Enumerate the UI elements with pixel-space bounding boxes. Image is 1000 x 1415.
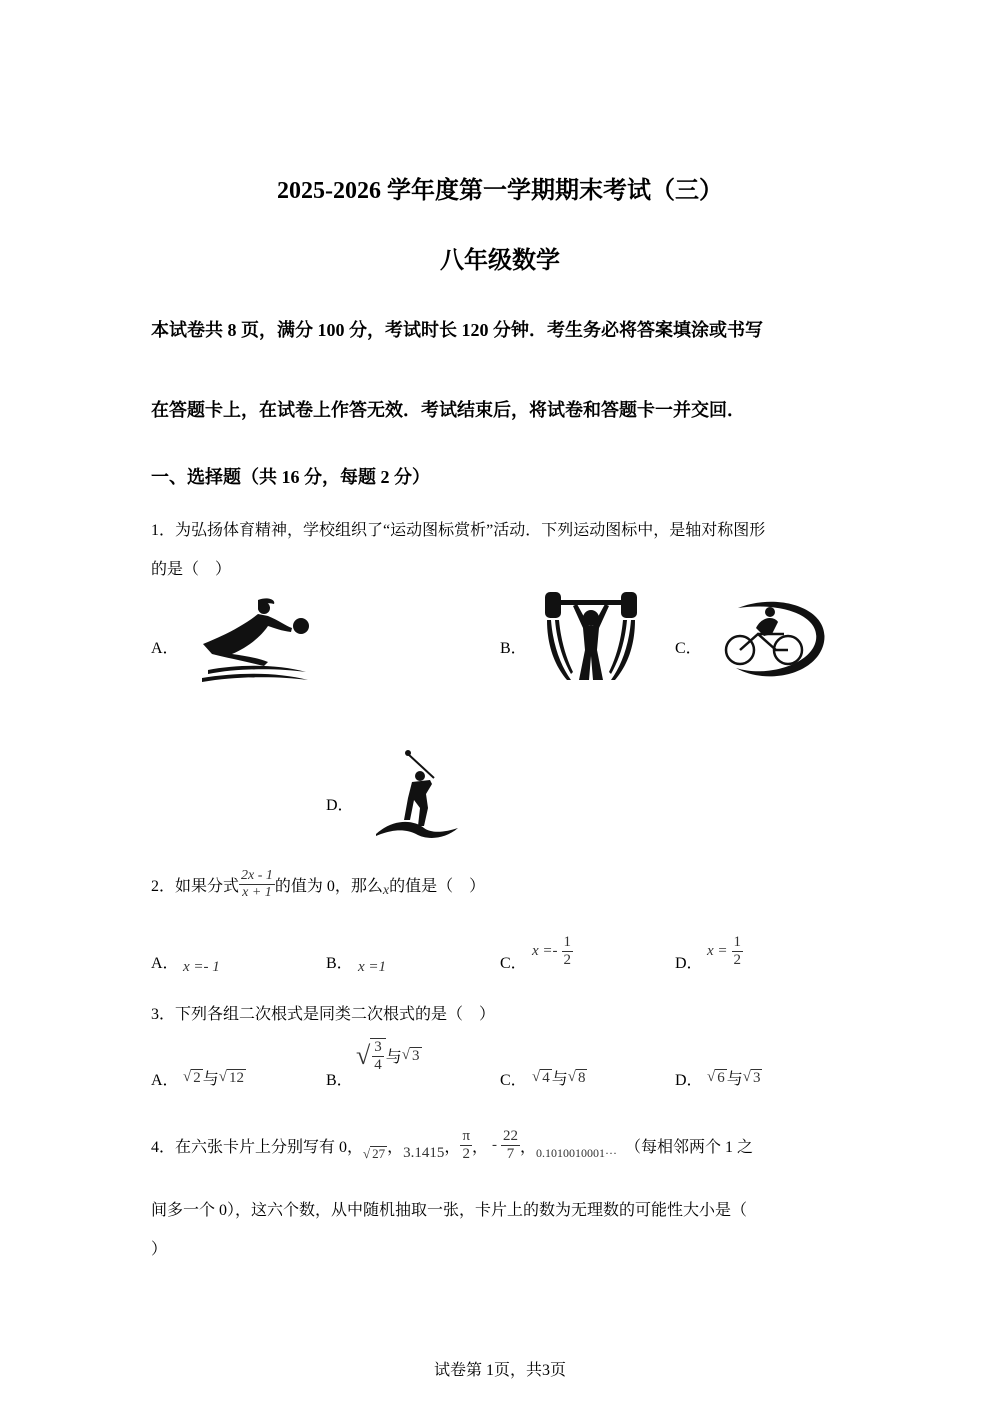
q4-number-5: 0.1010010001···	[536, 1146, 618, 1161]
q2-option-c-den: 2	[563, 952, 572, 969]
golf-icon	[374, 748, 460, 840]
q2-option-d-value	[707, 934, 743, 970]
question-4-text-end: ）	[151, 1241, 168, 1258]
q3-c-yu: 与	[551, 1071, 568, 1088]
question-1-text: 1．为弘扬体育精神，学校组织了“运动图标赏析”活动．下列运动图标中，是轴对称图形	[151, 522, 766, 539]
weightlifting-icon	[543, 590, 639, 682]
q4-pi-num: π	[460, 1128, 472, 1146]
q3-d-radicand-1: 6	[717, 1069, 725, 1086]
section-heading: 一、选择题（共 16 分，每题 2 分）	[151, 467, 430, 487]
q2-option-b-label: B．	[326, 955, 353, 972]
q3-d-yu: 与	[726, 1071, 743, 1088]
q1-option-d-label: D．	[326, 797, 354, 814]
volleyball-icon	[198, 596, 313, 682]
q2-option-a-label: A．	[151, 955, 179, 972]
q3-b-radicand-2: 3	[412, 1047, 420, 1064]
page-footer: 试卷第 1页，共3页	[433, 1362, 566, 1379]
q3-option-c-label: C．	[500, 1072, 527, 1089]
q2-option-a-value: x =- 1	[183, 959, 220, 975]
q3-c-radicand-2: 8	[577, 1069, 586, 1086]
q2-option-c-label: C．	[500, 955, 527, 972]
q3-a-radicand-2: 12	[228, 1069, 244, 1086]
q3-b-yu: 与	[385, 1049, 402, 1066]
q2-option-c-fraction	[562, 934, 574, 970]
q2-middle: 的值为 0，那么	[274, 878, 383, 896]
question-4-text: 4．在六张卡片上分别写有 0， √ 27 ， 3.1415 ， $\frac{\pi}{2}$ ， - $\frac{22}{7}$ ， 0.1010010001··· （每相邻两个 1 之	[151, 1128, 754, 1163]
instructions-line-2: 在答题卡上，在试卷上作答无效．考试结束后，将试卷和答题卡一并交回．	[151, 400, 745, 420]
q2-option-d-label: D．	[675, 955, 703, 972]
q4-sep-4: ，	[520, 1139, 537, 1157]
q2-frac-numerator: 2x - 1	[239, 868, 275, 885]
q1-option-b-label: B．	[500, 640, 527, 657]
q4-negative-sign: -	[492, 1137, 498, 1154]
q4-prefix: 4．在六张卡片上分别写有 0，	[151, 1139, 364, 1157]
q2-option-d-num: 1	[732, 934, 744, 952]
q4-sep-2: ，	[444, 1139, 461, 1157]
q4-sqrt-radicand: 27	[372, 1146, 386, 1162]
subject-title: 八年级数学	[440, 248, 560, 274]
q3-a-yu: 与	[202, 1071, 219, 1088]
q3-option-b-value: √ $\frac{3}{4}$ 与 √ 3	[356, 1039, 420, 1073]
q4-sep-3: ，	[472, 1139, 489, 1157]
q3-c-radicand-1: 4	[542, 1069, 550, 1086]
question-2-text	[151, 868, 485, 901]
q2-prefix: 2．如果分式	[151, 878, 240, 896]
q4-tail: （每相邻两个 1 之	[625, 1139, 754, 1157]
q3-option-c-value: √ 4 与 √ 8	[532, 1066, 587, 1089]
q2-variable: x	[382, 882, 390, 898]
q2-option-d-lhs: x =	[707, 943, 728, 960]
q4-f-den: 7	[506, 1146, 515, 1163]
q4-number-2: 3.1415	[403, 1145, 445, 1162]
q2-option-c-num: 1	[562, 934, 574, 952]
cycling-icon	[718, 598, 828, 682]
q3-d-radicand-2: 3	[752, 1069, 761, 1086]
q2-suffix: 的值是（ ）	[389, 878, 486, 896]
q4-pi-fraction	[460, 1128, 472, 1164]
question-4-text-cont: 间多一个 0），这六个数，从中随机抽取一张，卡片上的数为无理数的可能性大小是（	[151, 1202, 748, 1219]
q2-option-d-fraction	[732, 934, 744, 970]
q1-option-a-label: A．	[151, 640, 179, 657]
q3-option-d-label: D．	[675, 1072, 703, 1089]
q4-pi-den: 2	[462, 1146, 470, 1163]
q3-a-radicand-1: 2	[193, 1069, 201, 1086]
q1-option-c-label: C．	[675, 640, 702, 657]
q3-option-d-value: √ 6 与 √ 3	[707, 1066, 762, 1089]
q3-option-a-label: A．	[151, 1072, 179, 1089]
q3-option-b-label: B．	[326, 1072, 353, 1089]
q3-option-a-value: √ 2 与 √ 12	[183, 1066, 246, 1089]
exam-title: 2025-2026 学年度第一学期期末考试（三）	[277, 178, 723, 204]
q4-sep-1: ，	[387, 1139, 404, 1157]
q3-b-num: 3	[374, 1039, 382, 1055]
q2-option-d-den: 2	[733, 952, 742, 969]
q2-fraction	[239, 868, 275, 901]
q4-fraction-22-7	[501, 1128, 520, 1164]
question-1-text-cont: 的是（ ）	[151, 561, 232, 578]
q2-frac-denominator: x + 1	[242, 885, 272, 901]
q3-b-den: 4	[374, 1056, 382, 1073]
q3-b-fraction	[370, 1038, 386, 1073]
question-3-text: 3．下列各组二次根式是同类二次根式的是（ ）	[151, 1006, 496, 1023]
q2-option-b-value: x =1	[358, 959, 387, 975]
q2-option-c-value	[532, 934, 573, 970]
instructions-line-1: 本试卷共 8 页，满分 100 分，考试时长 120 分钟．考生务必将答案填涂或书写	[151, 320, 763, 340]
q2-option-c-lhs: x =-	[532, 943, 558, 960]
q4-f-num: 22	[501, 1128, 520, 1146]
